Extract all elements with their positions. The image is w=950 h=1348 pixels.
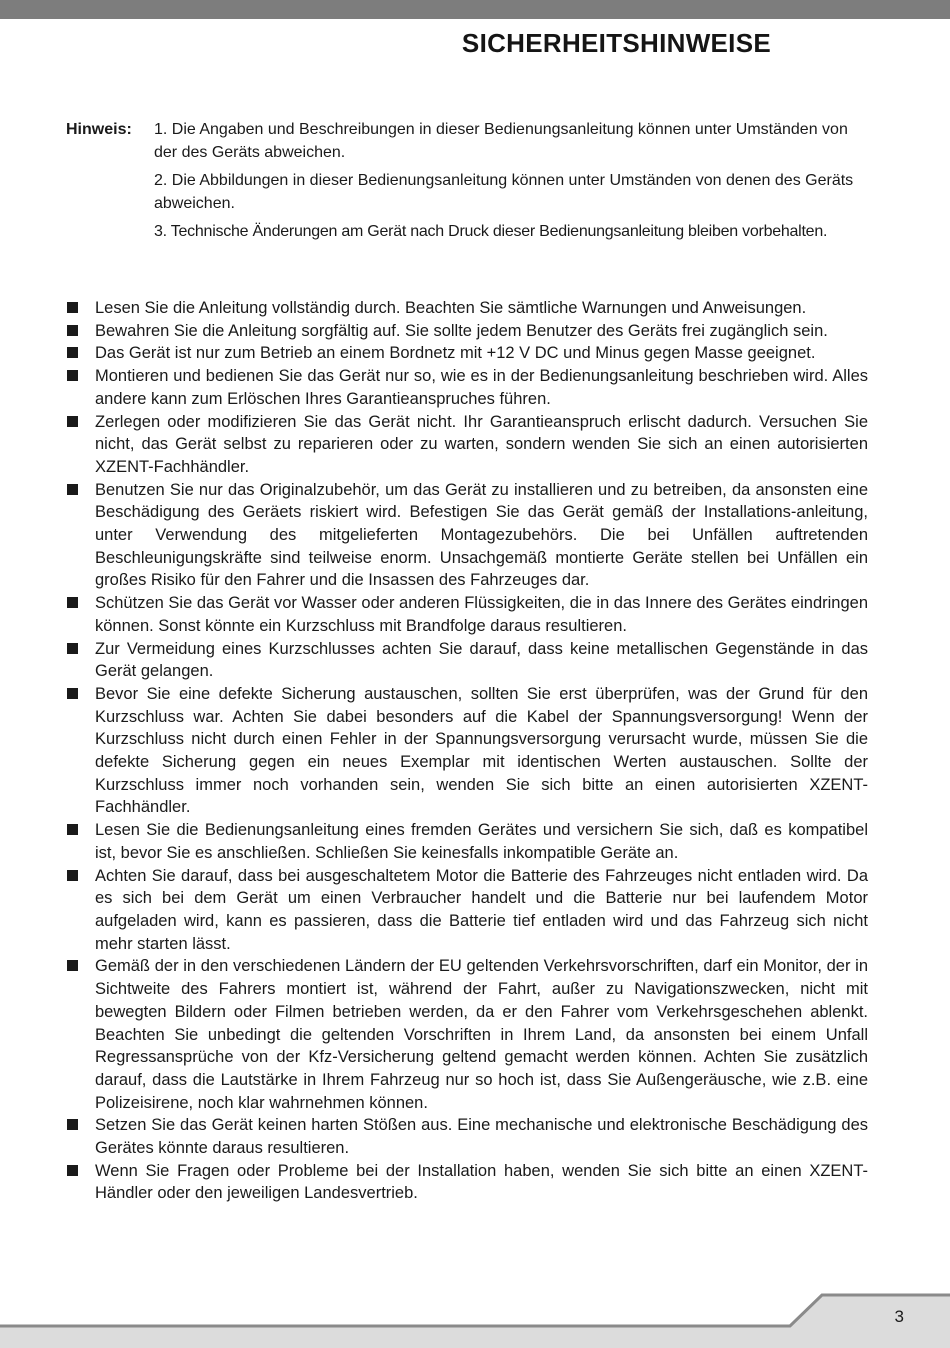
list-item-text: Zerlegen oder modifizieren Sie das Gerät nicht. Ihr Garantieanspruch erlischt dadurch. Versuchen Sie nicht, das Gerät selbst zu reparieren oder zu warten, sondern wenden Sie sich an einen autorisierten XZENT-Fachhändler. [95, 412, 868, 476]
list-item [66, 683, 868, 819]
list-item-text: Bewahren Sie die Anleitung sorgfältig auf. Sie sollte jedem Benutzer des Geräts frei zugänglich sein. [95, 321, 828, 340]
bullet-icon [67, 1119, 78, 1130]
list-item [66, 865, 868, 956]
list-item [66, 592, 868, 637]
list-item [66, 365, 868, 410]
list-item [66, 297, 868, 320]
list-item-text: Zur Vermeidung eines Kurzschlusses achten Sie darauf, dass keine metallischen Gegenstände in das Gerät gelangen. [95, 639, 868, 681]
page-footer [0, 1292, 950, 1348]
list-item-text: Lesen Sie die Bedienungsanleitung eines fremden Gerätes und versichern Sie sich, daß es kompatibel ist, bevor Sie es anschließen. Schließen Sie keinesfalls inkompatible Geräte an. [95, 821, 868, 862]
note-label: Hinweis: [66, 121, 132, 138]
top-bar [0, 0, 950, 19]
bullet-icon [67, 1165, 78, 1176]
bullet-icon [67, 302, 78, 313]
list-item [66, 1114, 868, 1159]
list-item [66, 819, 868, 864]
list-item-text: Setzen Sie das Gerät keinen harten Stößen aus. Eine mechanische und elektronische Beschädigung des Gerätes könnte daraus resultieren. [95, 1116, 868, 1158]
bullet-icon [67, 870, 78, 881]
note-item: 3. Technische Änderungen am Gerät nach Druck dieser Bedienungsanleitung bleiben vorbehalten. [154, 223, 828, 240]
bullet-icon [67, 597, 78, 608]
page-title: SICHERHEITSHINWEISE [461, 28, 771, 58]
list-item [66, 479, 868, 593]
list-item-text: Benutzen Sie nur das Originalzubehör, um das Gerät zu installieren und zu betreiben, da ansonsten eine Beschädigung des Geräets riskiert wird. Befestigen Sie das Gerät gemäß der Installations-anleitung, unter Verwendung des mitgelieferten Montagezubehörs. Die bei Unfällen auftretenden Beschleunigungskräfte sind teilweise enorm. Unsachgemäß montierte Geräte stellen bei Unfällen ein großes Risiko für den Fahrer und die Insassen des Fahrzeuges dar. [95, 480, 868, 590]
list-item-text: Bevor Sie eine defekte Sicherung austauschen, sollten Sie erst überprüfen, was der Grund für den Kurzschluss war. Achten Sie dabei besonders auf die Kabel der Spannungsversorgung! Wenn der Kurzschluss nicht durch einen Fehler in der Spannungsversorgung verursacht wurde, müssen Sie die defekte Sicherung gegen ein neues Exemplar mit identischen Werten austauschen. Sollte der Kurzschluss immer noch vorhanden sein, wenden Sie sich bitte an einen autorisierten XZENT-Fachhändler. [95, 684, 868, 817]
page-number: 3 [894, 1307, 904, 1326]
list-item [66, 342, 868, 365]
safety-list [66, 297, 868, 1205]
bullet-icon [67, 416, 78, 427]
list-item [66, 1160, 868, 1205]
list-item-text: Das Gerät ist nur zum Betrieb an einem Bordnetz mit +12 V DC und Minus gegen Masse geeignet. [95, 344, 816, 363]
list-item-text: Schützen Sie das Gerät vor Wasser oder anderen Flüssigkeiten, die in das Innere des Gerätes eindringen können. Sonst könnte ein Kurzschluss mit Brandfolge daraus resultieren. [95, 594, 868, 635]
bullet-icon [67, 347, 78, 358]
bullet-icon [67, 960, 78, 971]
note-item: 2. Die Abbildungen in dieser Bedienungsanleitung können unter Umständen von denen des Geräts abweichen. [154, 172, 854, 212]
footer-band [0, 1292, 950, 1348]
bullet-icon [67, 824, 78, 835]
list-item-text: Wenn Sie Fragen oder Probleme bei der Installation haben, wenden Sie sich bitte an einen XZENT-Händler oder den jeweiligen Landesvertrieb. [95, 1161, 868, 1203]
bullet-icon [67, 643, 78, 654]
bullet-icon [67, 325, 78, 336]
list-item [66, 638, 868, 683]
bullet-icon [67, 484, 78, 495]
note-list [154, 118, 874, 248]
list-item-text: Lesen Sie die Anleitung vollständig durch. Beachten Sie sämtliche Warnungen und Anweisungen. [95, 299, 807, 317]
bullet-icon [67, 370, 78, 381]
list-item-text: Montieren und bedienen Sie das Gerät nur so, wie es in der Bedienungsanleitung beschrieben wird. Alles andere kann zum Erlöschen Ihres Garantieanspruches führen. [95, 367, 868, 408]
list-item-text: Gemäß der in den verschiedenen Ländern der EU geltenden Verkehrsvorschriften, darf ein Monitor, der in Sichtweite des Fahrers montiert ist, während der Fahrt, außer zu Navigationszwecken, nicht mit bewegten Bildern oder Filmen betrieben werden, da er den Fahrer vom Verkehrsgeschehen ablenkt. Beachten Sie unbedingt die geltenden Vorschriften in Ihrem Land, da ansonsten bei einem Unfall Regressansprüche von der Kfz-Versicherung geltend gemacht werden können. Achten Sie zusätzlich darauf, dass die Lautstärke in Ihrem Fahrzeug nur so hoch ist, dass Sie Außengeräusche, wie z.B. eine Polizeisirene, noch klar wahrnehmen können. [95, 957, 868, 1112]
list-item [66, 320, 868, 343]
list-item [66, 955, 868, 1114]
note-item: 1. Die Angaben und Beschreibungen in dieser Bedienungsanleitung können unter Umständen von der des Geräts abweichen. [154, 121, 848, 161]
bullet-icon [67, 688, 78, 699]
list-item-text: Achten Sie darauf, dass bei ausgeschaltetem Motor die Batterie des Fahrzeuges nicht entladen wird. Da es sich bei dem Gerät um einen Verbraucher handelt und die Batterie nur bei laufendem Motor aufgeladen wird, kann es passieren, dass die Batterie tief entladen wird und das Fahrzeug sich nicht mehr starten lässt. [95, 866, 868, 953]
list-item [66, 411, 868, 479]
